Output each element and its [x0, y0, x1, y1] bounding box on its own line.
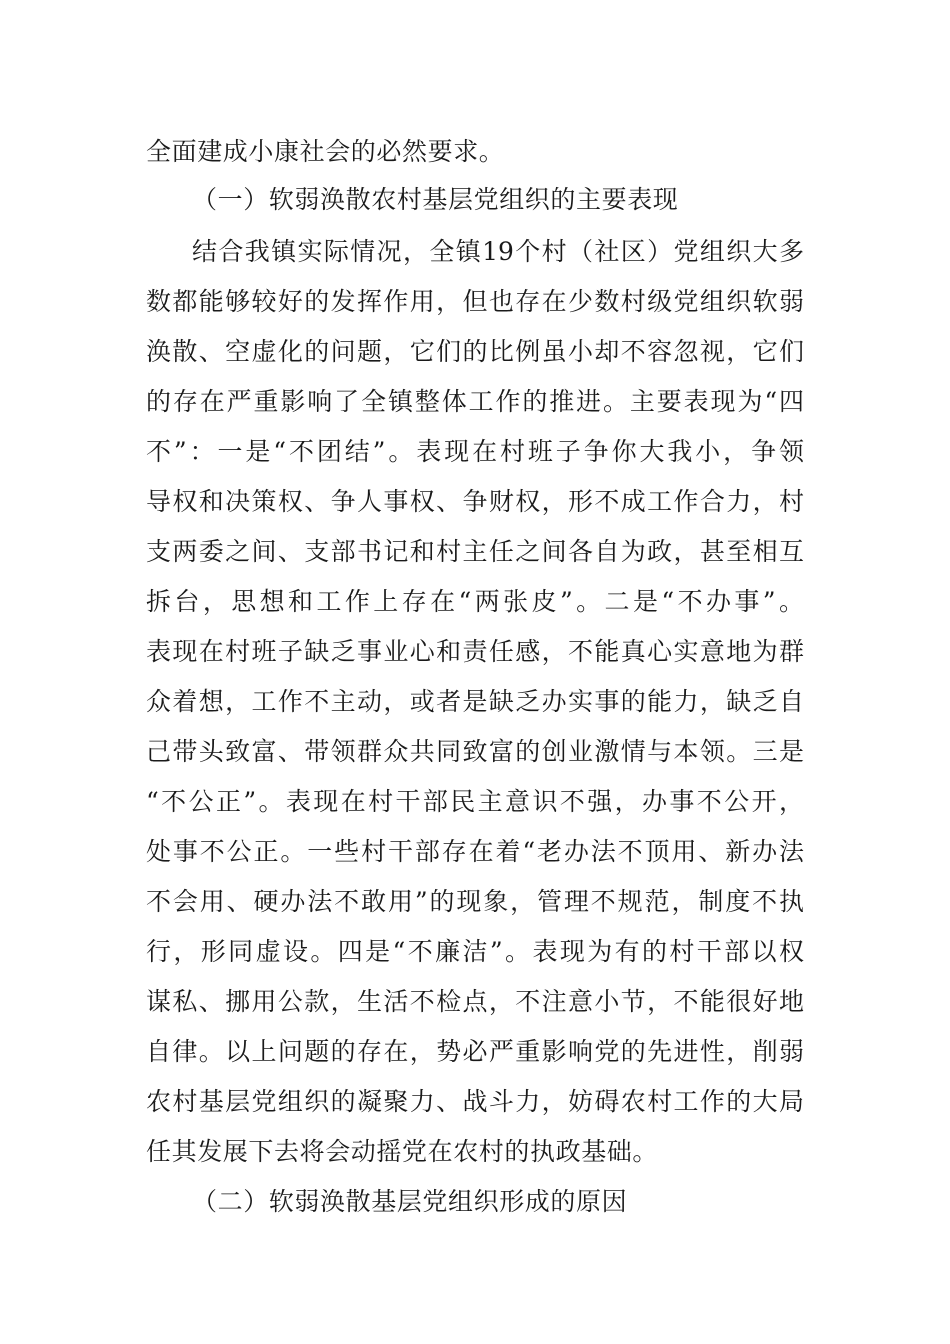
paragraph-line: 农村基层党组织的凝聚力、战斗力，妨碍农村工作的大局: [146, 1087, 804, 1116]
section-heading-1: （一）软弱涣散农村基层党组织的主要表现: [192, 185, 679, 214]
paragraph-line: 谋私、挪用公款，生活不检点，不注意小节，不能很好地: [146, 987, 804, 1016]
paragraph-line: “不公正”。表现在村干部民主意识不强，办事不公开，: [146, 787, 804, 816]
paragraph-line-last: 任其发展下去将会动摇党在农村的执政基础。: [146, 1137, 659, 1166]
paragraph-line: 涣散、空虚化的问题，它们的比例虽小却不容忽视，它们: [146, 337, 804, 366]
paragraph-line: 处事不公正。一些村干部存在着“老办法不顶用、新办法: [146, 837, 804, 866]
paragraph-line: 己带头致富、带领群众共同致富的创业激情与本领。三是: [146, 737, 804, 766]
paragraph-line: 众着想，工作不主动，或者是缺乏办实事的能力，缺乏自: [146, 687, 804, 716]
paragraph-line: 不会用、硬办法不敢用”的现象，管理不规范，制度不执: [146, 887, 804, 916]
paragraph-line: 拆台，思想和工作上存在“两张皮”。二是“不办事”。: [146, 587, 804, 616]
paragraph-line: 支两委之间、支部书记和村主任之间各自为政，甚至相互: [146, 537, 804, 566]
paragraph-line: 不”：一是“不团结”。表现在村班子争你大我小，争领: [146, 437, 804, 466]
section-heading-2: （二）软弱涣散基层党组织形成的原因: [192, 1187, 628, 1216]
paragraph-line: 导权和决策权、争人事权、争财权，形不成工作合力，村: [146, 487, 804, 516]
paragraph-line-first: 结合我镇实际情况，全镇19个村（社区）党组织大多: [192, 237, 804, 266]
paragraph-line: 表现在村班子缺乏事业心和责任感，不能真心实意地为群: [146, 637, 804, 666]
paragraph-line: 的存在严重影响了全镇整体工作的推进。主要表现为“四: [146, 387, 804, 416]
paragraph-line-tail: 全面建成小康社会的必然要求。: [146, 137, 505, 166]
paragraph-line: 行，形同虚设。四是“不廉洁”。表现为有的村干部以权: [146, 937, 804, 966]
paragraph-line: 自律。以上问题的存在，势必严重影响党的先进性，削弱: [146, 1037, 804, 1066]
paragraph-line: 数都能够较好的发挥作用，但也存在少数村级党组织软弱: [146, 287, 804, 316]
